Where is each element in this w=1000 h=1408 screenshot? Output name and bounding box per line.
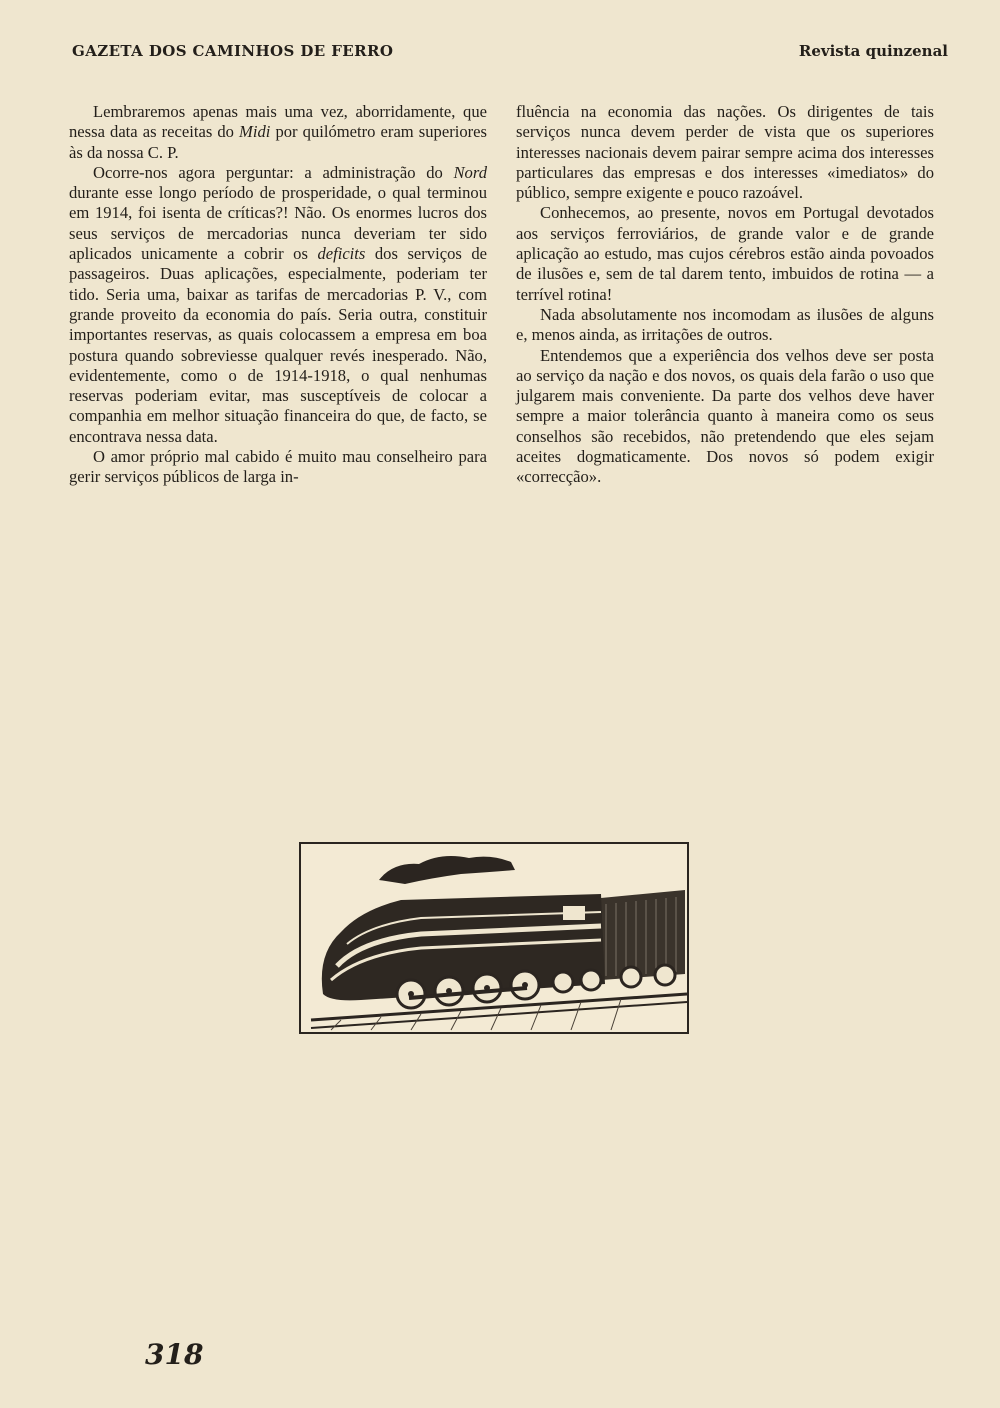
paragraph: fluência na economia das nações. Os dirigentes de tais serviços nunca devem perder de vista que os superiores interesses nacionais devem pairar sempre acima dos interesses particulares das empresas e dos interesses «imediatos» do público, sempre exigente e pouco razoável. (516, 102, 934, 203)
paragraph: Entendemos que a experiência dos velhos deve ser posta ao serviço da nação e dos novos, os quais dela farão o uso que julgarem mais conveniente. Da parte dos velhos deve haver sempre a maior tolerância quanto à maneira como os seus conselhos são recebidos, não pretendendo que eles sejam aceites dogmaticamente. Dos novos só podem exigir «correcção». (516, 345, 934, 487)
paragraph: Conhecemos, ao presente, novos em Portugal devotados aos serviços ferroviários, de grande valor e de grande aplicação ao estudo, mas cujos cérebros estão ainda povoados de ilusões e, sem de tal darem tento, imbuidos de rotina — a terrível rotina! (516, 203, 934, 304)
right-text-column (516, 102, 934, 488)
running-header (72, 42, 948, 66)
paragraph: Nada absolutamente nos incomodam as ilusões de alguns e, menos ainda, as irritações de outros. (516, 304, 934, 345)
paragraph: Ocorre-nos agora perguntar: a administração do Nord durante esse longo período de prosperidade, o qual terminou em 1914, foi isenta de críticas?! Não. Os enormes lucros dos seus serviços de mercadorias nunca deveriam ter sido aplicados unicamente a cobrir os deficits dos serviços de passageiros. Duas aplicações, especialmente, poderiam ter tido. Seria uma, baixar as tarifas de mercadorias P. V., com grande proveito da economia do país. Seria outra, constituir importantes reservas, as quais colocassem a empresa em boa postura quando sobreviesse qualquer revés inesperado. Não, evidentemente, como o de 1914-1918, o qual nenhumas reservas poderiam evitar, mas susceptíveis de colocar a companhia em melhor situação financeira do que, de facto, se encontrava nessa data. (69, 162, 487, 446)
publication-subtitle: Revista quinzenal (798, 42, 948, 60)
paragraph: O amor próprio mal cabido é muito mau conselheiro para gerir serviços públicos de larga in- (69, 447, 487, 487)
locomotive-illustration (299, 842, 689, 1034)
paragraph: Lembraremos apenas mais uma vez, aborridamente, que nessa data as receitas do Midi por quilómetro eram superiores às da nossa C. P. (69, 102, 487, 162)
page-number: 318 (145, 1338, 204, 1371)
publication-title: GAZETA DOS CAMINHOS DE FERRO (72, 42, 394, 60)
left-text-column (69, 102, 487, 488)
